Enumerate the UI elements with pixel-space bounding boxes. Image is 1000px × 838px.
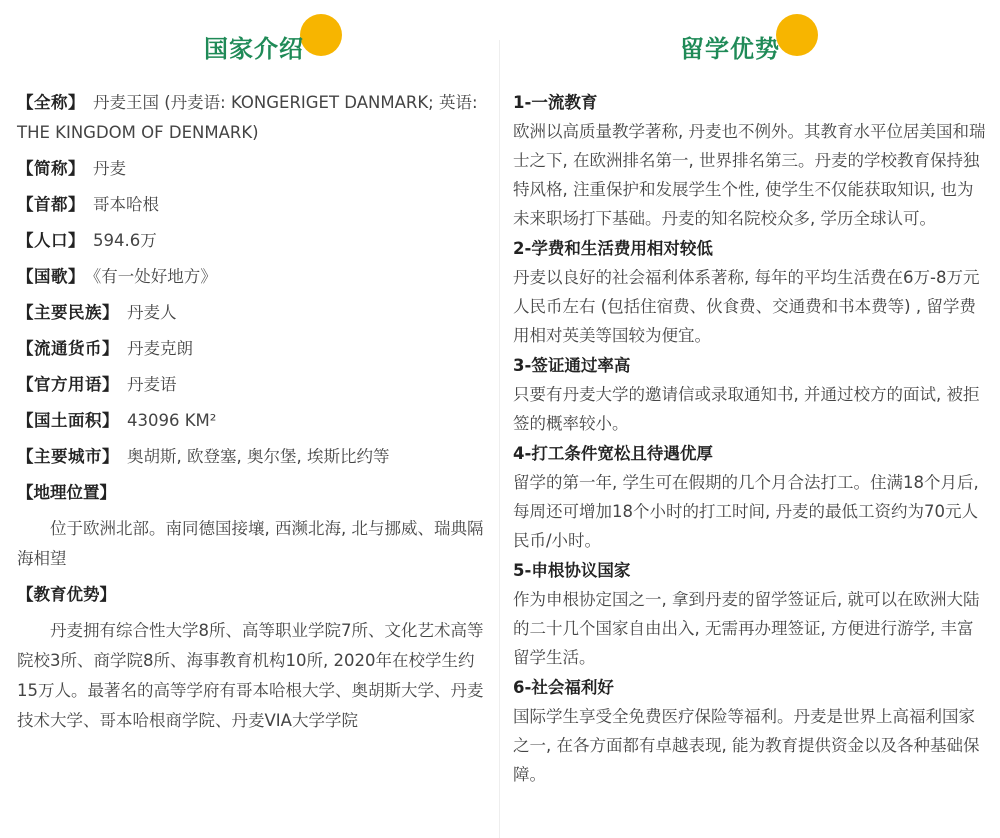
fact-label: 【国歌】 [17,267,85,286]
geo-label: 【地理位置】 [17,483,116,502]
fact-label: 【全称】 [17,93,85,112]
advantage-text: 欧洲以高质量教学著称, 丹麦也不例外。其教育水平位居美国和瑞士之下, 在欧洲排名第一, 世界排名第三。丹麦的学校教育保持独特风格, 注重保护和发展学生个性, 使学生不仅能获取知识, 也为未来职场打下基础。丹麦的知名院校众多, 学历全球认可。 [513,122,986,228]
column-divider [499,40,500,838]
fact-value: 哥本哈根 [93,195,159,214]
geo-text: 位于欧洲北部。南同德国接壤, 西濒北海, 北与挪威、瑞典隔海相望 [17,519,484,568]
advantage-title: 6-社会福利好 [513,678,614,697]
fact-value: 《有一处好地方》 [93,267,217,286]
fact-row [17,298,491,328]
fact-label: 【主要城市】 [17,447,119,466]
fact-value: 43096 KM² [127,411,217,430]
fact-label: 【人口】 [17,231,85,250]
right-section-heading [680,14,840,64]
fact-label: 【官方用语】 [17,375,119,394]
advantage-title: 2-学费和生活费用相对较低 [513,239,713,258]
fact-label: 【主要民族】 [17,303,119,322]
fact-row [17,190,491,220]
fact-row [17,154,491,184]
fact-value: 丹麦王国 (丹麦语: KONGERIGET DANMARK; 英语: THE KINGDOM OF DENMARK) [17,93,478,142]
fact-value: 丹麦 [93,159,126,178]
advantage-title: 4-打工条件宽松且待遇优厚 [513,444,713,463]
edu-label: 【教育优势】 [17,585,116,604]
advantage-text: 留学的第一年, 学生可在假期的几个月合法打工。住满18个月后, 每周还可增加18个小时的打工时间, 丹麦的最低工资约为70元人民币/小时。 [513,473,979,550]
advantage-title: 1-一流教育 [513,93,598,112]
fact-label: 【首都】 [17,195,85,214]
left-heading-text: 国家介绍 [204,35,304,63]
fact-value: 丹麦人 [127,303,177,322]
left-section-heading [204,14,364,64]
fact-label: 【国土面积】 [17,411,119,430]
fact-row [17,88,491,148]
fact-value: 奥胡斯, 欧登塞, 奥尔堡, 埃斯比约等 [127,447,390,466]
right-heading-text: 留学优势 [680,35,780,63]
fact-row [17,370,491,400]
edu-text: 丹麦拥有综合性大学8所、高等职业学院7所、文化艺术高等院校3所、商学院8所、海事教育机构10所, 2020年在校学生约15万人。最著名的高等学府有哥本哈根大学、奥胡斯大学、丹麦技术大学、哥本哈根商学院、丹麦VIA大学学院 [17,621,484,730]
fact-label: 【流通货币】 [17,339,119,358]
advantage-title: 3-签证通过率高 [513,356,631,375]
fact-value: 594.6万 [93,231,157,250]
fact-row [17,406,491,436]
advantage-text: 作为申根协定国之一, 拿到丹麦的留学签证后, 就可以在欧洲大陆的二十几个国家自由出入, 无需再办理签证, 方便进行游学, 丰富留学生活。 [513,590,980,667]
advantage-text: 只要有丹麦大学的邀请信或录取通知书, 并通过校方的面试, 被拒签的概率较小。 [513,385,980,433]
fact-row [17,226,491,256]
study-advantages-column [513,89,989,791]
fact-value: 丹麦克朗 [127,339,193,358]
fact-row [17,334,491,364]
fact-row [17,262,491,292]
yellow-circle-decoration [776,14,818,56]
country-intro-column [17,88,491,742]
fact-label: 【简称】 [17,159,85,178]
yellow-circle-decoration [300,14,342,56]
advantage-text: 丹麦以良好的社会福利体系著称, 每年的平均生活费在6万-8万元人民币左右 (包括住宿费、伙食费、交通费和书本费等) , 留学费用相对英美等国较为便宜。 [513,268,980,345]
fact-row [17,442,491,472]
fact-value: 丹麦语 [127,375,177,394]
advantage-text: 国际学生享受全免费医疗保险等福利。丹麦是世界上高福利国家之一, 在各方面都有卓越表现, 能为教育提供资金以及各种基础保障。 [513,707,980,784]
advantage-title: 5-申根协议国家 [513,561,631,580]
